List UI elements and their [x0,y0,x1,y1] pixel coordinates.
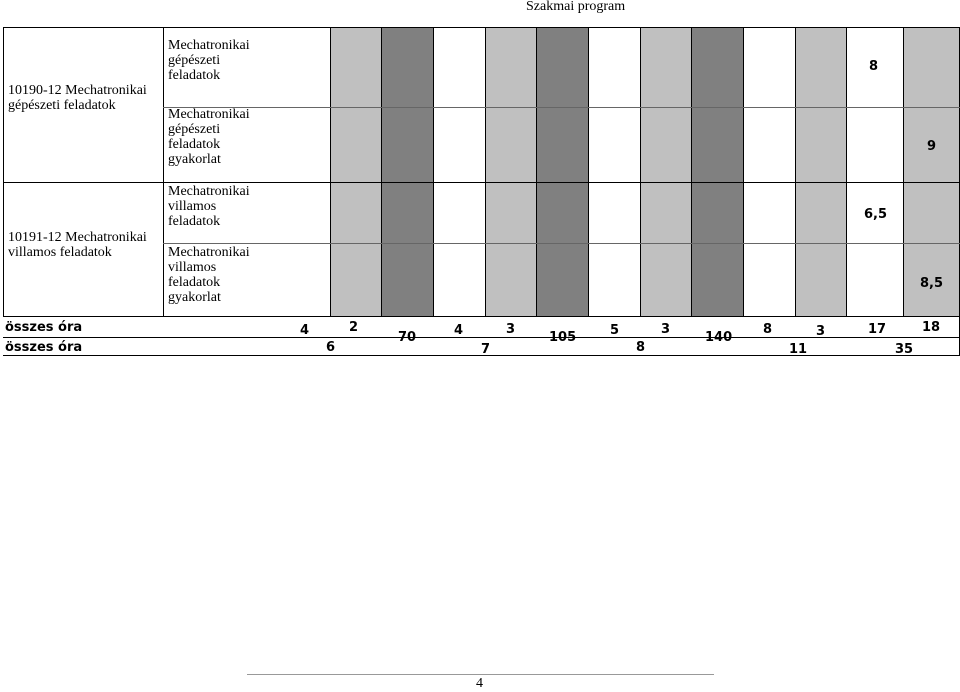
total-value: 8 [763,322,773,337]
total-value: 11 [789,342,808,357]
totals-label: összes óra [5,340,83,355]
page-number: 4 [476,676,483,691]
module-name: 10190-12 Mechatronikai gépészeti feladatok [8,83,147,113]
total-value: 3 [506,322,516,337]
total-value: 18 [922,320,941,335]
subject-name: Mechatronikai villamos feladatok gyakorlat [168,245,250,305]
shaded-column [691,27,743,316]
subject-name: Mechatronikai gépészeti feladatok [168,38,250,83]
total-value: 4 [300,323,310,338]
total-value: 4 [454,323,464,338]
total-value: 5 [610,323,620,338]
shaded-column [330,27,381,316]
shaded-column [536,27,588,316]
subject-name: Mechatronikai villamos feladatok [168,184,250,229]
total-value: 140 [705,330,733,345]
hour-value: 8,5 [920,276,944,291]
total-value: 7 [481,342,491,357]
hour-value: 8 [869,59,879,74]
shaded-column [640,27,691,316]
footer-rule [247,674,714,675]
module-name: 10191-12 Mechatronikai villamos feladatok [8,230,147,260]
shaded-column [485,27,536,316]
shaded-column [795,27,846,316]
shaded-column [903,27,959,316]
total-value: 6 [326,340,336,355]
total-value: 3 [661,322,671,337]
total-value: 3 [816,324,826,339]
total-value: 35 [895,342,914,357]
subject-name: Mechatronikai gépészeti feladatok gyakorlat [168,107,250,167]
total-value: 105 [549,330,577,345]
total-value: 70 [398,330,417,345]
shaded-column [381,27,433,316]
total-value: 17 [868,322,887,337]
totals-label: összes óra [5,320,83,335]
hour-value: 6,5 [864,207,888,222]
total-value: 2 [349,320,359,335]
hour-value: 9 [927,139,937,154]
total-value: 8 [636,340,646,355]
page-header: Szakmai program [526,0,626,14]
